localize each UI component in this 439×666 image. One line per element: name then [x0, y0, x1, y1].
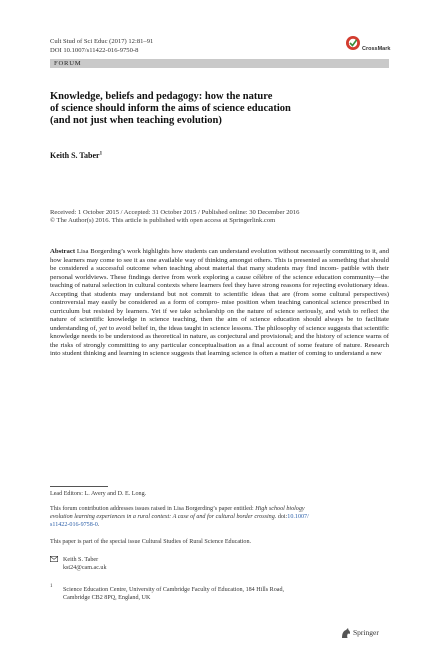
- journal-citation: Cult Stud of Sci Educ (2017) 12:81–91: [50, 38, 154, 45]
- corresponding-details: [63, 556, 107, 572]
- title-line-1: Knowledge, beliefs and pedagogy: how the nature: [50, 91, 273, 102]
- footnote-forum-contribution: This forum contribution addresses issues raised in Lisa Borgerding’s paper entitled: High school biology evolution learning experiences in a rural context: A case of and for cultural border crossing. doi:10.1007/ s11422-016-9758-0.: [50, 506, 309, 529]
- corresponding-email[interactable]: kst24@cam.ac.uk: [63, 565, 107, 572]
- abstract-line: Accepting that students may understand but not commit to scientific ideas that are (from: [50, 290, 309, 298]
- abstract-line: patible with their personal worldviews. These findings derive from work exploring a cause: [50, 265, 390, 281]
- abstract-line: the nature of scientific knowledge in science teaching, then the aim of science education: [50, 307, 390, 324]
- abstract-line: should always be to facilitate understanding of, yet to avoid belief in, the ideas taught in: [50, 316, 390, 332]
- abstract-line: without necessarily committing to it, and how learners may come to see it as one available: [50, 248, 390, 264]
- affiliation-marker: 1: [50, 584, 53, 589]
- abstract: [50, 248, 389, 359]
- author-name-text: Keith S. Taber: [50, 151, 100, 160]
- contribution-doi-link-2[interactable]: s11422-016-9758-0: [50, 522, 98, 529]
- crossmark-logo[interactable]: [346, 32, 390, 58]
- contribution-title-2: evolution learning experiences in a rural context: A case of and for cultural border crossing.: [50, 514, 277, 521]
- corresponding-author: [50, 556, 107, 572]
- footnote-special-issue: This paper is part of the special issue Cultural Studies of Rural Science Education.: [50, 539, 252, 545]
- contribution-doi-label: doi:: [277, 514, 288, 521]
- footnote-rule: [50, 486, 108, 487]
- springer-wordmark: Springer: [353, 628, 379, 637]
- article-title: [50, 91, 390, 128]
- affiliation-line-1: Science Education Centre, University of Cambridge Faculty of Education, 184 Hills Road,: [63, 587, 285, 593]
- copyright-notice: © The Author(s) 2016. This article is published with open access at Springerlink.com: [50, 217, 276, 225]
- crossmark-label: CrossMark: [362, 46, 391, 52]
- abstract-line: célèbre of the science education community—the teaching of natural selection in cultural: [50, 273, 390, 290]
- abstract-line: science lessons. The philosophy of science suggests that scientific knowledge needs to be: [50, 324, 389, 341]
- affiliation-line-2: Cambridge CB2 8PQ, England, UK: [63, 595, 151, 602]
- abstract-line: some cultural perspectives) controversial may easily be considered as a form of compro-: [50, 290, 389, 307]
- abstract-heading: Abstract: [50, 248, 76, 255]
- affiliation-lines: [63, 586, 363, 602]
- author-name[interactable]: [50, 151, 102, 160]
- abstract-line: successful outcome when teaching about material that many students may find incom-: [96, 265, 339, 273]
- footnote-lead-editors: Lead Editors: L. Avery and D. E. Long.: [50, 491, 147, 497]
- abstract-line: learners. Yet if we take scholarship on the nature of science seriously, and wish to reflect: [125, 307, 379, 315]
- contribution-title-1: High school biology: [255, 506, 305, 512]
- abstract-line: final account of some feature of nature. Research into student thinking and learning in: [50, 341, 390, 358]
- history-dates: Received: 1 October 2015 / Accepted: 31 October 2015 / Published online: 30 December 2016: [50, 209, 300, 216]
- contribution-doi-link-1[interactable]: 10.1007/: [287, 514, 309, 521]
- abstract-line: science warns of the risks of strongly committing to any particular conceptualisation as a: [50, 333, 390, 349]
- abstract-line: Lisa Borgerding’s work highlights how students can understand evolution: [76, 248, 277, 255]
- journal-doi[interactable]: DOI 10.1007/s11422-016-9750-8: [50, 47, 139, 54]
- abstract-line: understood as theoretical in nature, as conjectural and provisional; and the history of: [113, 333, 343, 341]
- corresponding-name: Keith S. Taber: [63, 557, 99, 563]
- title-line-3: (and not just when teaching evolution): [50, 115, 222, 127]
- abstract-line: mise position when teaching canonical science prescribed in curriculum but resisted by: [50, 299, 389, 315]
- abstract-line: way of thinking amongst others. This is presented as something that should be considered a: [50, 256, 390, 273]
- title-line-2: of science should inform the aims of science education: [50, 103, 291, 115]
- section-band: [50, 59, 389, 68]
- abstract-line: science suggests that learning science is often a matter of coming to understand a new: [149, 350, 382, 358]
- contribution-prefix: This forum contribution addresses issues raised in Lisa Borgerding’s paper entitled:: [50, 506, 254, 512]
- publication-history: [50, 209, 395, 226]
- envelope-icon: [50, 556, 60, 565]
- envelope-icon-svg: [50, 556, 58, 562]
- springer-horse-icon: [340, 627, 352, 639]
- section-label: FORUM: [54, 60, 82, 67]
- abstract-line: contexts where learners feel they have strong reasons for rejecting evolutionary ideas.: [157, 282, 389, 290]
- author-affiliation-marker: 1: [99, 151, 103, 157]
